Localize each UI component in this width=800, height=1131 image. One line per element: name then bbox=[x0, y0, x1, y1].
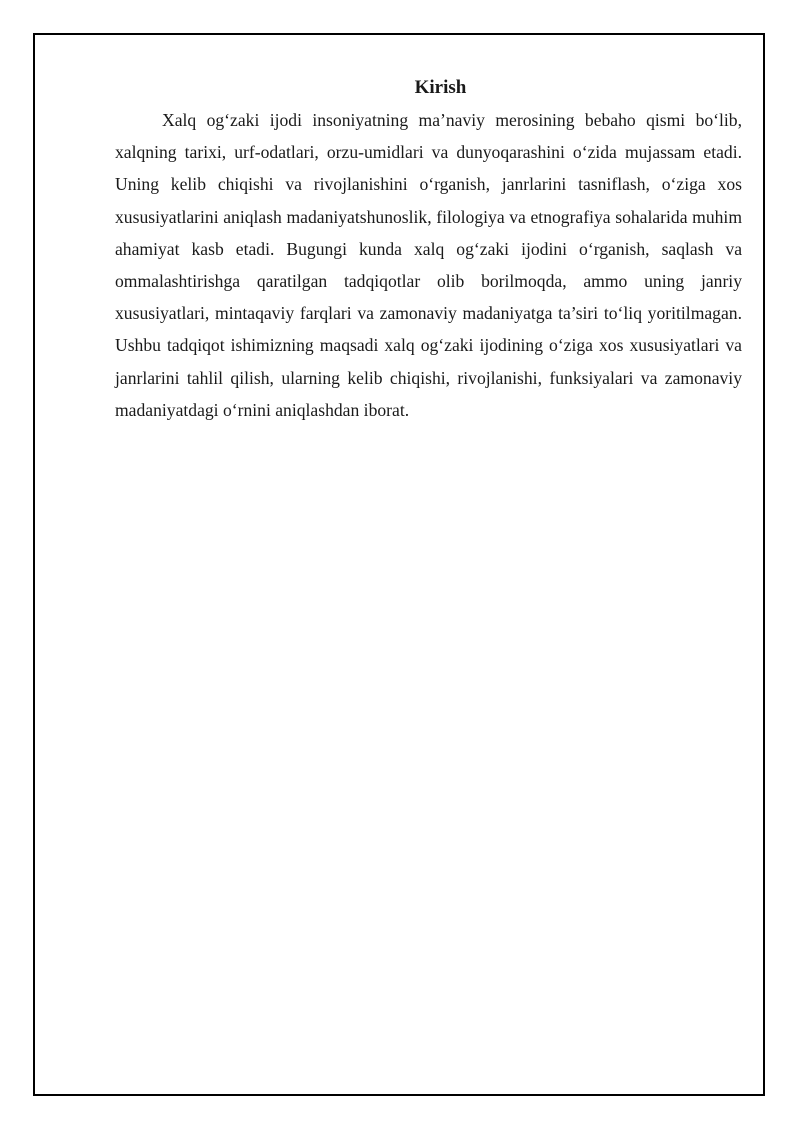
document-body bbox=[115, 72, 742, 426]
section-heading: Kirish bbox=[414, 77, 467, 98]
intro-paragraph: Xalq og‘zaki ijodi insoniyatning ma’naviy merosining bebaho qismi bo‘lib, xalqning tarixi, urf-odatlari, orzu-umidlari va dunyoqarashini o‘zida mujassam etadi. Uning kelib chiqishi va rivojlanishini o‘rganish, janrlarini tasniflash, o‘ziga xos xususiyatlarini aniqlash madaniyatshunoslik, filologiya va etnografiya sohalarida muhim ahamiyat kasb etadi. Bugungi kunda xalq og‘zaki ijodini o‘rganish, saqlash va ommalashtirishga qaratilgan tadqiqotlar olib borilmoqda, ammo uning janriy xususiyatlari, mintaqaviy farqlari va zamonaviy madaniyatga ta’siri to‘liq yoritilmagan. Ushbu tadqiqot ishimizning maqsadi xalq og‘zaki ijodining o‘ziga xos xususiyatlari va janrlarini tahlil qilish, ularning kelib chiqishi, rivojlanishi, funksiyalari va zamonaviy madaniyatdagi o‘rnini aniqlashdan iborat. bbox=[115, 110, 742, 420]
